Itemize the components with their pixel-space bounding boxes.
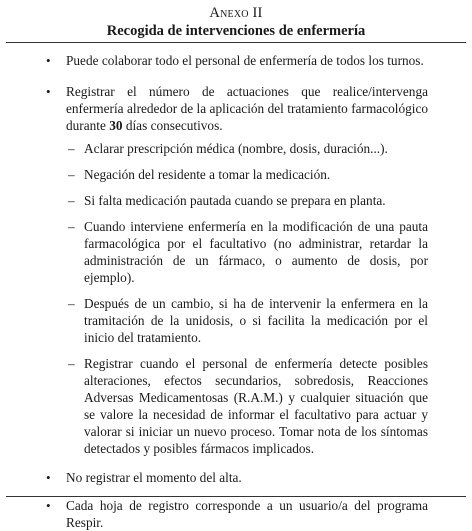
registration-days: 30 — [109, 118, 123, 133]
sub-list-item — [40, 295, 428, 346]
bullet-icon: • — [46, 470, 51, 485]
sub-list-item-text: Cuando interviene enfermería en la modificación de una pauta farmacológica por el facultativo (no administrar, retardar la administración de un fármaco, o aumento de dosis, por ejemplo). — [84, 219, 428, 285]
list-item-text: No registrar el momento del alta. — [66, 470, 242, 485]
list-item-text: Puede colaborar todo el personal de enfermería de todos los turnos. — [66, 53, 424, 68]
bullet-icon: • — [46, 84, 51, 99]
sub-list-item — [40, 140, 428, 157]
dash-icon: – — [68, 193, 75, 208]
dash-icon: – — [68, 296, 75, 311]
sub-list-item-text: Registrar cuando el personal de enfermería detecte posibles alteraciones, efectos secundarios, sobredosis, Reacciones Adversas Medicamentosas (R.A.M.) y cualquier situación que se valore la necesidad de informar el facultativo para actuar y valorar si iniciar un nuevo proceso. Tomar nota de los síntomas detectados y posibles fármacos implicados. — [84, 356, 428, 456]
dash-icon: – — [68, 141, 75, 156]
sub-list — [40, 140, 428, 457]
dash-icon: – — [68, 167, 75, 182]
list-item-text: Cada hoja de registro corresponde a un usuario/a del programa Respir. — [66, 498, 428, 530]
list-item — [40, 469, 428, 486]
annex-label: Anexo II — [209, 5, 263, 21]
sub-list-item-text: Negación del residente a tomar la medicación. — [84, 167, 331, 182]
page-title: Recogida de intervenciones de enfermería — [106, 23, 366, 39]
bullet-icon: • — [46, 498, 51, 513]
bottom-divider — [6, 496, 466, 497]
sub-list-item — [40, 355, 428, 457]
list-item — [40, 52, 428, 69]
sub-list-item — [40, 192, 428, 209]
sub-list-item — [40, 218, 428, 286]
dash-icon: – — [68, 356, 75, 371]
sub-list-item-text: Aclarar prescripción médica (nombre, dosis, duración...). — [84, 141, 388, 156]
list-item — [40, 83, 428, 134]
sub-list-item-text: Después de un cambio, si ha de intervenir la enfermera en la tramitación de la unidosis, o si facilita la medicación por el inicio del tratamiento. — [84, 296, 428, 345]
bullet-icon: • — [46, 53, 51, 68]
instructions-list — [40, 52, 428, 531]
registration-text-after: días consecutivos. — [122, 118, 223, 133]
top-divider — [6, 42, 466, 43]
list-item — [40, 497, 428, 531]
registration-text-before: Registrar el número de actuaciones que realice/intervenga enfermería alrededor de la aplicación del tratamiento farmacológico durante — [66, 84, 428, 133]
sub-list-item — [40, 166, 428, 183]
dash-icon: – — [68, 219, 75, 234]
sub-list-item-text: Si falta medicación pautada cuando se prepara en planta. — [84, 193, 386, 208]
